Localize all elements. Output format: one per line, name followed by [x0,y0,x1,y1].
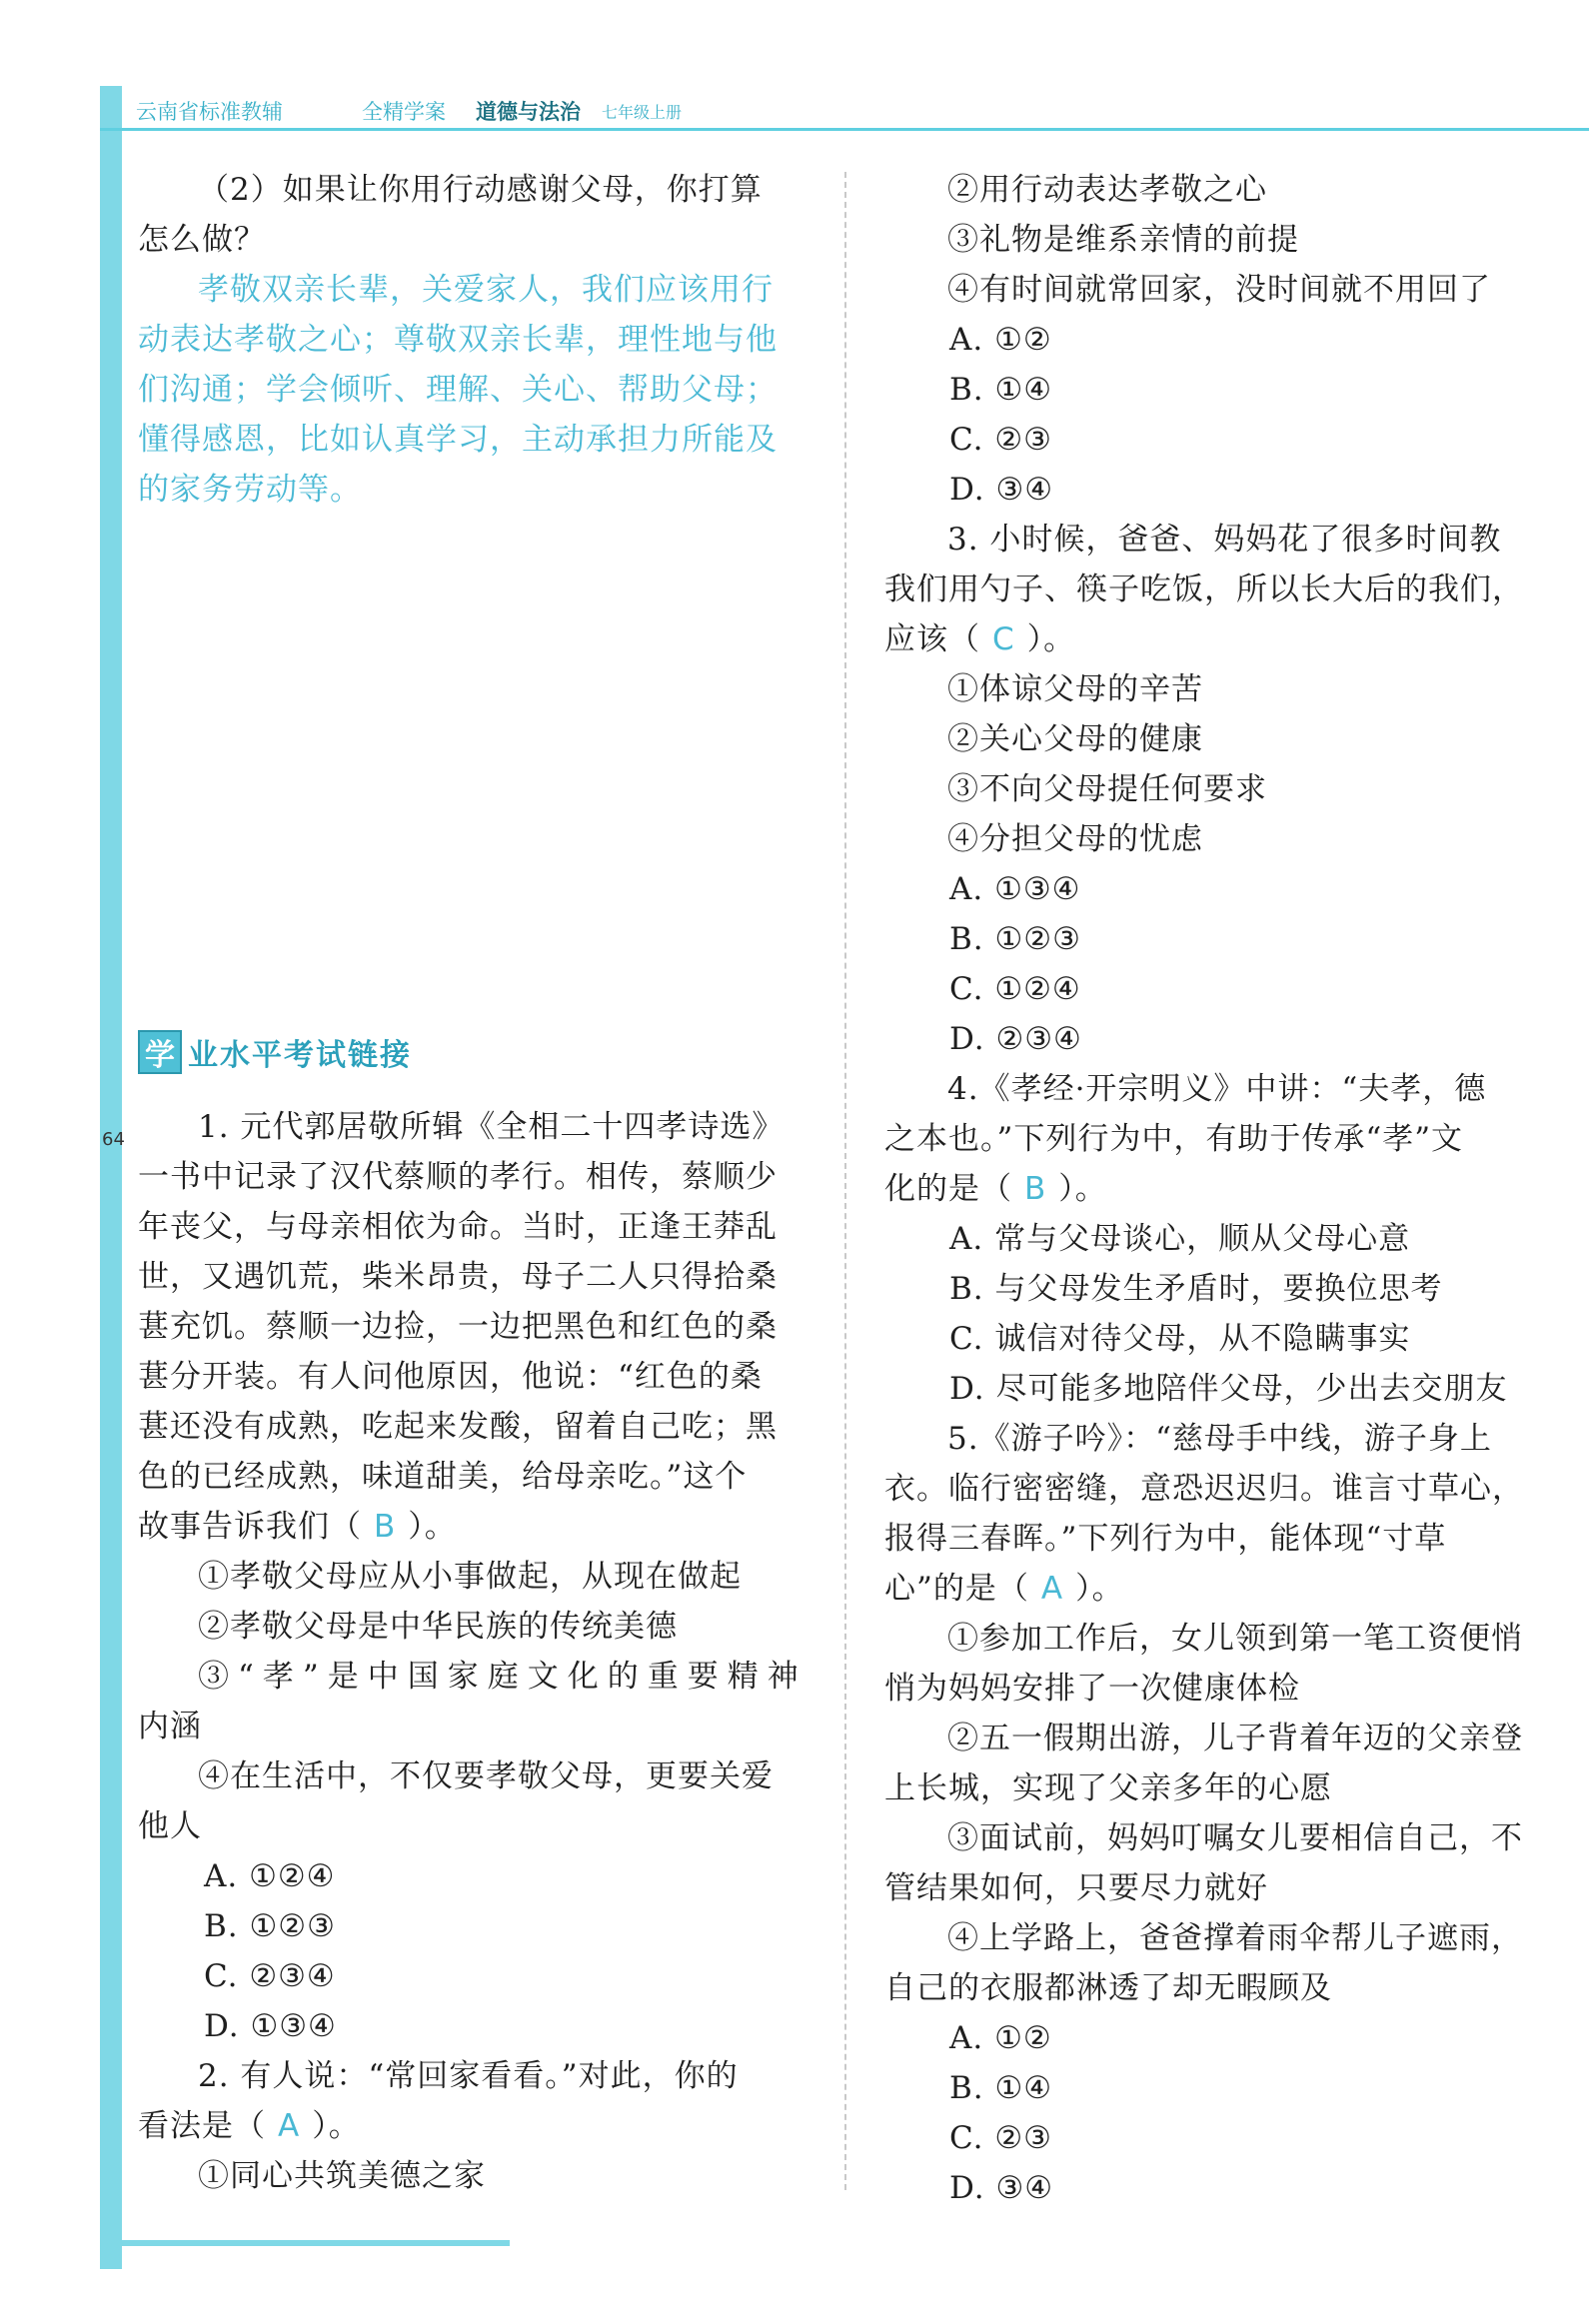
q5-option: A. ①② [949,2020,1052,2056]
answer-line: 懂得感恩，比如认真学习，主动承担力所能及 [138,422,778,458]
q5-stem-end [884,1569,1124,1609]
q1-stem-post: ）。 [408,1509,457,1545]
q1-line: 年丧父，与母亲相依为命。当时，正逢王莽乱 [138,1209,778,1245]
q2-stem-pre: 看法是（ [138,2108,266,2144]
left-margin-strip [100,86,122,2269]
q5-item: ③面试前，妈妈叮嘱女儿要相信自己，不 [947,1820,1523,1856]
section-badge: 学 [138,1030,182,1074]
q2-item: ②用行动表达孝敬之心 [947,172,1267,208]
q2-item: ④有时间就常回家，没时间就不用回了 [947,272,1491,308]
q4-option: A. 常与父母谈心，顺从父母心意 [949,1221,1411,1257]
q5-item: 自己的衣服都淋透了却无暇顾及 [884,1970,1332,2006]
q2-stem-end [138,2106,361,2146]
q1-line: 1. 元代郭居敬所辑《全相二十四孝诗选》 [198,1109,785,1145]
q5-option: C. ②③ [949,2120,1052,2156]
header-rule [100,128,1589,131]
q3-item: ④分担父母的忧虑 [947,821,1203,857]
q1-option: D. ①③④ [204,2008,337,2044]
q-part2-line: （2）如果让你用行动感谢父母，你打算 [198,172,763,208]
q1-item: ④在生活中，不仅要孝敬父母，更要关爱 [198,1758,774,1794]
q1-line: 世，又遇饥荒，柴米昂贵，母子二人只得拾桑 [138,1259,778,1295]
q3-stem-post: ）。 [1026,621,1076,657]
q5-item: 悄为妈妈安排了一次健康体检 [884,1671,1300,1707]
q1-line: 葚充饥。蔡顺一边捡，一边把黑色和红色的桑 [138,1309,778,1345]
q3-option: D. ②③④ [949,1021,1082,1057]
q1-line: 葚还没有成熟，吃起来发酸，留着自己吃；黑 [138,1409,778,1445]
q3-stem-end [884,619,1075,659]
q3-stem-pre: 应该（ [884,621,980,657]
q2-item: ③礼物是维系亲情的前提 [947,222,1299,258]
q5-stem-pre: 心”的是（ [884,1571,1029,1607]
q4-stem-pre: 化的是（ [884,1171,1012,1207]
q5-line: 报得三春晖。”下列行为中，能体现“寸草 [884,1521,1447,1557]
q5-item: ①参加工作后，女儿领到第一笔工资便悄 [947,1621,1523,1657]
q3-option: C. ①②④ [949,971,1081,1007]
q3-option: B. ①②③ [949,921,1081,957]
q3-answer: C [992,621,1015,657]
q3-line: 我们用勺子、筷子吃饭，所以长大后的我们， [884,572,1524,607]
q1-item: ③“孝”是中国家庭文化的重要精神 [198,1659,807,1695]
q2-option: D. ③④ [949,472,1054,508]
q5-item: ②五一假期出游，儿子背着年迈的父亲登 [947,1721,1523,1756]
q4-line: 4.《孝经·开宗明义》中讲：“夫孝，德 [947,1071,1487,1107]
q1-line: 葚分开装。有人问他原因，他说：“红色的桑 [138,1359,763,1395]
q5-item: 上长城，实现了父亲多年的心愿 [884,1770,1332,1806]
answer-line: 孝敬双亲长辈，关爱家人，我们应该用行 [198,272,774,308]
q3-item: ③不向父母提任何要求 [947,771,1267,807]
q1-answer: B [374,1509,397,1545]
answer-line: 动表达孝敬之心；尊敬双亲长辈，理性地与他 [138,322,778,358]
q-part2-line: 怎么做？ [138,222,266,258]
q1-option: A. ①②④ [204,1858,336,1894]
q1-item: 内涵 [138,1709,202,1744]
q5-answer: A [1040,1571,1064,1607]
q1-line: 一书中记录了汉代蔡顺的孝行。相传，蔡顺少 [138,1159,778,1195]
q4-option: B. 与父母发生矛盾时，要换位思考 [949,1271,1443,1307]
q1-line: 色的已经成熟，味道甜美，给母亲吃。”这个 [138,1459,748,1495]
q2-line: 2. 有人说：“常回家看看。”对此，你的 [198,2058,739,2094]
q4-option: C. 诚信对待父母，从不隐瞒事实 [949,1321,1411,1357]
q3-item: ①体谅父母的辛苦 [947,671,1203,707]
q5-item: ④上学路上，爸爸撑着雨伞帮儿子遮雨， [947,1920,1523,1956]
q4-stem-end [884,1169,1107,1209]
q3-option: A. ①③④ [949,871,1081,907]
q5-item: 管结果如何，只要尽力就好 [884,1870,1268,1906]
q1-stem-pre: 故事告诉我们（ [138,1509,362,1545]
answer-line: 们沟通；学会倾听、理解、关心、帮助父母； [138,372,778,408]
q2-option: C. ②③ [949,422,1052,458]
q5-stem-post: ）。 [1075,1571,1124,1607]
q5-line: 衣。临行密密缝，意恐迟迟归。谁言寸草心， [884,1471,1524,1507]
answer-line: 的家务劳动等。 [138,472,362,508]
q1-option: B. ①②③ [204,1908,336,1944]
column-divider [844,172,846,2190]
q1-item: ②孝敬父母是中华民族的传统美德 [198,1609,678,1645]
header-subject: 道德与法治 [476,100,581,124]
q2-option: B. ①④ [949,372,1053,408]
header-series: 云南省标准教辅 [136,100,283,124]
q5-option: B. ①④ [949,2070,1053,2106]
q2-answer: A [278,2108,301,2144]
q4-answer: B [1024,1171,1047,1207]
q5-line: 5.《游子吟》：“慈母手中线，游子身上 [947,1421,1492,1457]
q4-option: D. 尽可能多地陪伴父母，少出去交朋友 [949,1371,1508,1407]
q1-stem-end [138,1507,457,1547]
q4-stem-post: ）。 [1058,1171,1107,1207]
q1-item: 他人 [138,1808,202,1844]
header-brand: 全精学案 [362,100,446,124]
section-title: 业水平考试链接 [188,1038,412,1073]
header-grade: 七年级上册 [602,103,683,122]
q2-option: A. ①② [949,322,1052,358]
q3-item: ②关心父母的健康 [947,721,1203,757]
q1-item: ①孝敬父母应从小事做起，从现在做起 [198,1559,742,1595]
q1-option: C. ②③④ [204,1958,336,1994]
q5-option: D. ③④ [949,2170,1054,2206]
q4-line: 之本也。”下列行为中，有助于传承“孝”文 [884,1121,1464,1157]
q2-item: ①同心共筑美德之家 [198,2158,486,2194]
section-heading [138,1029,412,1075]
page-number: 64 [102,1129,125,1150]
q2-stem-post: ）。 [312,2108,361,2144]
q3-line: 3. 小时候，爸爸、妈妈花了很多时间教 [947,522,1502,558]
bottom-strip [100,2240,510,2246]
